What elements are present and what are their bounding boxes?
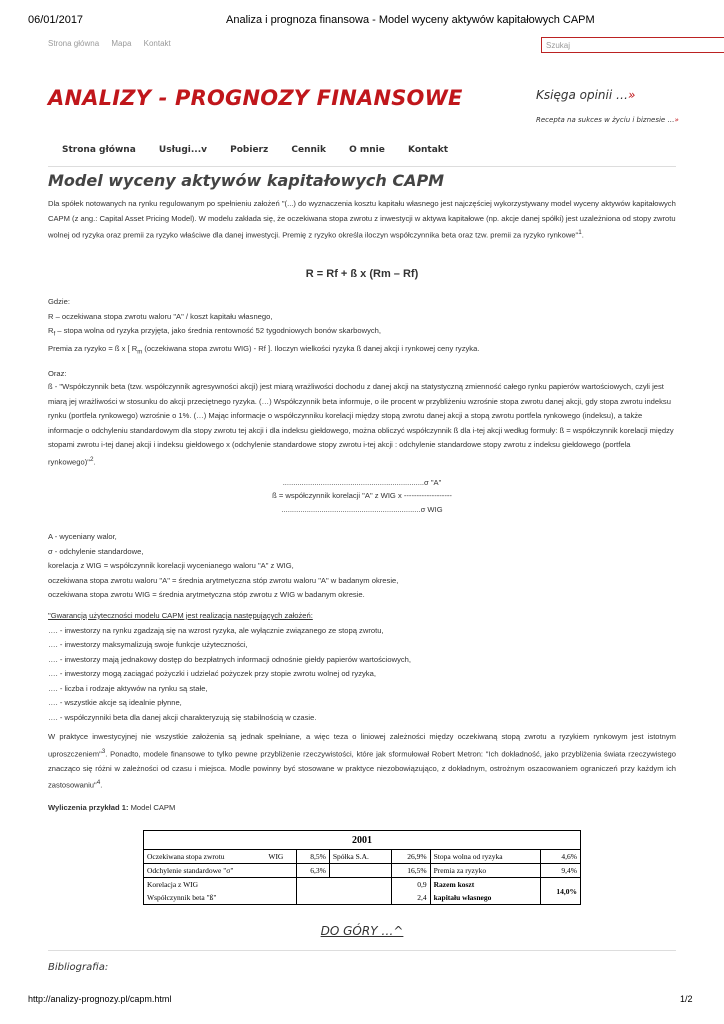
capm-table: [143, 830, 581, 905]
where-label: Gdzie:: [48, 297, 70, 306]
nav-divider: [48, 166, 676, 167]
assumption-item: …. - inwestorzy mają jednakowy dostęp do bezpłatnych informacji odnośnie giełdy papierów wartościowych,: [48, 654, 411, 664]
definitions: [48, 530, 676, 603]
beta-text: ß - "Współczynnik beta (tzw. współczynnik agresywności akcji) jest miarą wrażliwości dochodu z danej akcji na statystyczną zmienność całego rynku papierów wartościowych, czyli jest miarą jej wrażliwości w stosunku do akcji przeciętnego ryzyka. (…) Współczynnik beta informuje, o ile procent w przybliżeniu wzrośnie stopa zwrotu danej akcji, gdy stopa zwrotu indeksu rynku (portfela rynkowego) wzrośnie o 1%. (…) Mając informacje o współczynniku korelacji między stopą zwrotu danej akcji a stopą zwrotu portfela rynkowego (indeksu), a także informacje o odchyleniu standardowym dla stopy zwrotu tej akcji i dla indeksu giełdowego, można obliczyć współczynnik ß dla i-tej akcji według formuły: ß = współczynnik korelacji między stopami zwrotu i-tej danej akcji i indeksu giełdowego x (odchylenie standardowe stopy zwrotu i-tej akcji : odchylenie standardowe stopy zwrotu z indeksu giełdowego (portfela rynkowego)": [48, 382, 674, 467]
tagline-arrow: »: [674, 116, 679, 124]
definition-item: oczekiwana stopa zwrotu waloru "A" = średnia arytmetyczna stóp zwrotu waloru "A" w badanym okresie,: [48, 575, 399, 585]
definition-item: A - wyceniany walor,: [48, 532, 117, 541]
definition-item: korelacja z WIG = współczynnik korelacji wycenianego waloru "A" z WIG,: [48, 561, 294, 570]
capm-formula: R = Rf + ß x (Rm – Rf): [305, 268, 419, 280]
nav-download[interactable]: Pobierz: [230, 145, 269, 155]
assumption-item: …. - inwestorzy na rynku zgadzają się na wzrost ryzyka, ale wyłącznie związanego ze stopą zwrotu,: [48, 625, 384, 635]
assumption-item: …. - liczba i rodzaje aktywów na rynku są stałe,: [48, 683, 208, 693]
table-row: Współczynnik beta "ß" 2,4 kapitału własnego: [144, 891, 581, 905]
bibliography-divider: [48, 950, 676, 951]
nav-home[interactable]: Strona główna: [62, 145, 136, 155]
print-date: 06/01/2017: [28, 14, 84, 26]
guestbook-arrow: »: [628, 88, 636, 102]
assumption-item: …. - współczynniki beta dla danej akcji charakteryzują się stabilnością w czasie.: [48, 712, 317, 722]
assumption-item: …. - inwestorzy maksymalizują swoje funkcje użyteczności,: [48, 640, 248, 649]
table-row: Odchylenie standardowe "σ" 6,3% 16,5% Premia za ryzyko 9,4%: [144, 864, 581, 878]
bibliography-heading: Bibliografia:: [48, 962, 109, 973]
assumptions: [48, 609, 676, 725]
intro-paragraph: Dla spółek notowanych na rynku regulowanym po spełnieniu założeń "(...) do wyznaczenia kosztu kapitału własnego jest najczęściej wykorzystywany model wyceny aktywów kapitałowych CAPM (z ang.: Capital Asset Pricing Model). W modelu zakłada się, że oczekiwana stopa zwrotu z inwestycji w aktywa kapitałowe (np. akcje danej spółki) jest uzależniona od stopy zwrotu wolnej od ryzyka oraz premii za ryzyko właściwe dla danej inwestycji. Premię z ryzyko określa iloczyn współczynnika beta oraz tzw. premii za ryzyko rynkowe"$^1$.: [48, 199, 676, 240]
fraction-numerator: ...................................................................σ "A": [282, 478, 442, 487]
top-link-contact[interactable]: Kontakt: [143, 39, 171, 48]
footnote-ref[interactable]: 2: [89, 455, 94, 463]
nav-about[interactable]: O mnie: [349, 145, 385, 155]
go-top-link[interactable]: DO GÓRY …^: [320, 924, 404, 938]
footnote-ref[interactable]: 3: [101, 747, 106, 755]
guestbook-label: Księga opinii …: [536, 88, 629, 102]
definition-item: oczekiwana stopa zwrotu WIG = średnia arytmetyczna stóp zwrotu z WIG w badanym okresie.: [48, 590, 365, 599]
beta-paragraph: ß - "Współczynnik beta (tzw. współczynnik agresywności akcji) jest miarą wrażliwości dochodu z danej akcji na statystyczną zmienność całego rynku papierów wartościowych, czyli jest miarą jej wrażliwości w stosunku do akcji przeciętnego ryzyka. (…) Współczynnik beta informuje, o ile procent w przybliżeniu wzrośnie stopa zwrotu danej akcji, gdy stopa zwrotu indeksu rynku (portfela rynkowego) wzrośnie o 1%. (…) Mając informacje o współczynniku korelacji między stopą zwrotu danej akcji a stopą zwrotu portfela rynkowego (indeksu), a także informacje o odchyleniu standardowym dla stopy zwrotu tej akcji i dla indeksu giełdowego, można obliczyć współczynnik ß dla i-tej akcji według formuły: ß = współczynnik korelacji między stopami zwrotu i-tej danej akcji i indeksu giełdowego x (odchylenie standardowe stopy zwrotu i-tej akcji : odchylenie standardowe stopy zwrotu z indeksu giełdowego (portfela rynkowego)"$^2$.: [48, 382, 674, 467]
top-link-map[interactable]: Mapa: [111, 39, 132, 48]
table-row: Oczekiwana stopa zwrotu WIG 8,5% Spółka S.A. 26,9% Stopa wolna od ryzyka 4,6%: [144, 850, 581, 864]
top-link-home[interactable]: Strona główna: [48, 39, 100, 48]
where-item: $R_f$ – stopa wolna od ryzyka przyjęta, jako średnia rentowność 52 tygodniowych bonów skarbowych,: [48, 326, 382, 338]
footnote-ref[interactable]: 4: [96, 779, 101, 787]
assumptions-heading: "Gwarancją użyteczności modelu CAPM jest realizacja następujących założeń:: [48, 611, 313, 620]
tagline-label: Recepta na sukces w życiu i biznesie …: [536, 116, 675, 124]
print-title: Analiza i prognoza finansowa - Model wyceny aktywów kapitałowych CAPM: [226, 14, 595, 26]
footer-url: http://analizy-prognozy.pl/capm.html: [28, 994, 172, 1004]
nav-contact[interactable]: Kontakt: [408, 145, 449, 155]
where-item: Premia za ryzyko = ß x [ $R_m$ (oczekiwana stopa zwrotu WIG) - Rf ]. Iloczyn wielkości ryzyka ß danej akcji i rynkowej ceny ryzyka.: [48, 344, 480, 356]
practice-paragraph: W praktyce inwestycyjnej nie wszystkie założenia są jednak spełniane, a więc teza o liniowej zależności między oczekiwaną stopą zwrotu a ryzykiem rynkowym jest istotnym uproszczeniem"$^3$. Ponadto, modele finansowe to tylko pewne przybliżenie rzeczywistości, które jak sformułował Robert Metron: "Ich dokładność, jako przybliżenia świata rzeczywistego znacząco się różni w zależności od czasu i miejsca. Modle powinny być stosowane w praktyce niezobowiązująco, z dokładnym, ostrożnym oszacowaniem ograniczeń przy każdym ich zastosowaniu"$^4$.: [48, 732, 676, 790]
table-year: 2001: [144, 831, 581, 850]
footer-page: 1/2: [680, 994, 693, 1004]
where-block: [48, 295, 676, 360]
top-links: [48, 39, 181, 48]
oraz-label: Oraz:: [48, 369, 67, 378]
site-title[interactable]: ANALIZY - PROGNOZY FINANSOWE: [48, 86, 463, 110]
search-input[interactable]: Szukaj: [541, 37, 724, 53]
tagline-link[interactable]: [536, 116, 679, 124]
assumption-item: …. - wszystkie akcje są idealnie płynne,: [48, 698, 182, 707]
fraction-main: ß = współczynnik korelacji "A" z WIG x -------------------: [272, 491, 452, 500]
nav-pricing[interactable]: Cennik: [291, 145, 326, 155]
intro-text: Dla spółek notowanych na rynku regulowanym po spełnieniu założeń "(...) do wyznaczenia kosztu kapitału własnego jest najczęściej wykorzystywany model wyceny aktywów kapitałowych CAPM (z ang.: Capital Asset Pricing Model). W modelu zakłada się, że oczekiwana stopa zwrotu z inwestycji w aktywa kapitałowe (np. akcje danej spółki) jest uzależniona od stopy zwrotu wolnej od ryzyka oraz premii za ryzyko właściwe dla danej inwestycji. Premię z ryzyko określa iloczyn współczynnika beta oraz tzw. premii za ryzyko rynkowe": [48, 199, 676, 240]
page-title: Model wyceny aktywów kapitałowych CAPM: [48, 171, 445, 190]
where-item: R – oczekiwana stopa zwrotu waloru "A" / koszt kapitału własnego,: [48, 311, 273, 321]
main-nav: [62, 145, 468, 155]
fraction-denominator: ..................................................................σ WIG: [281, 505, 443, 514]
assumption-item: …. - inwestorzy mogą zaciągać pożyczki i udzielać pożyczek przy stopie zwrotu wolnej od ryzyka,: [48, 669, 376, 678]
guestbook-link[interactable]: [536, 88, 635, 102]
example-label: Wyliczenia przykład 1: Model CAPM: [48, 803, 176, 812]
definition-item: σ - odchylenie standardowe,: [48, 546, 144, 556]
table-row: Korelacja z WIG 0,9 Razem koszt 14,0%: [144, 878, 581, 892]
nav-services[interactable]: Usługi...v: [158, 145, 207, 155]
footnote-ref[interactable]: 1: [578, 229, 582, 236]
